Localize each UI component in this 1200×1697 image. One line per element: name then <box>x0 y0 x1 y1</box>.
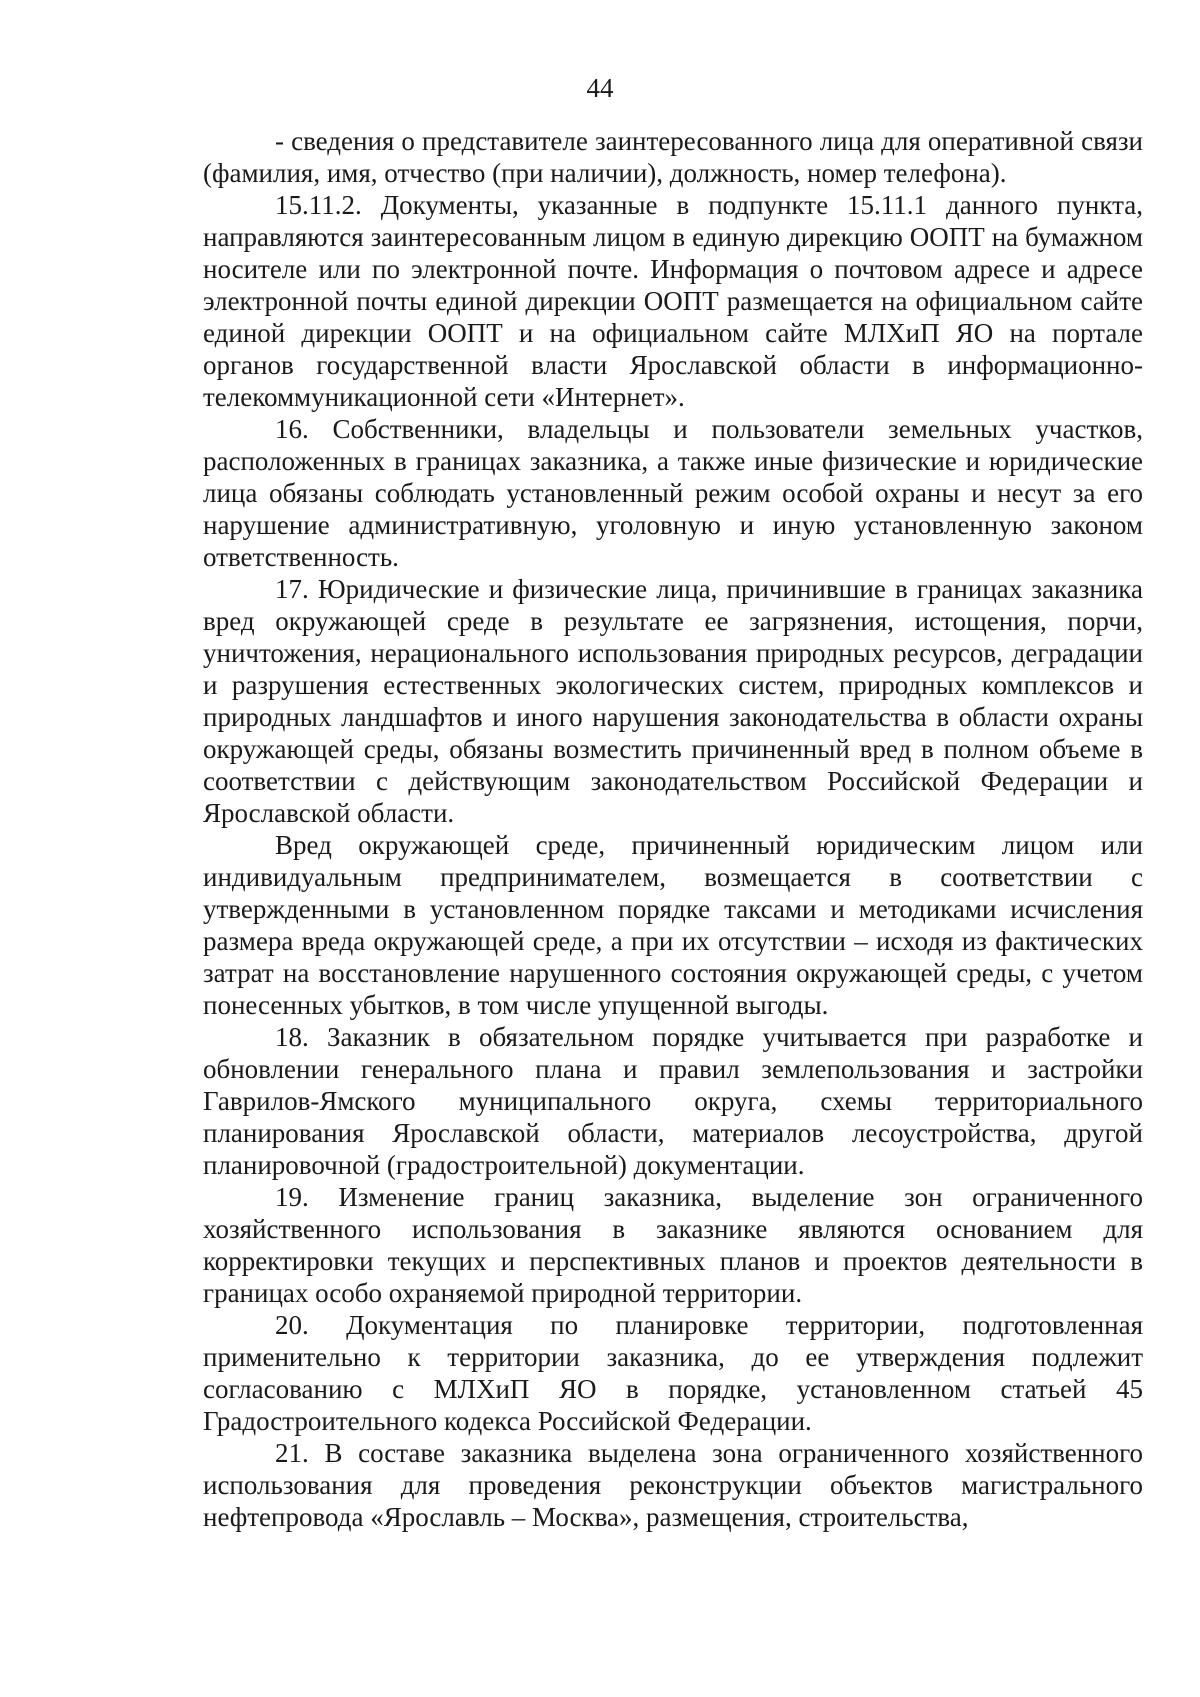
paragraph-contact-info: - сведения о представителе заинтересованного лица для оперативной связи (фамилия, имя, отчество (при наличии), должность, номер телефона). <box>203 126 1143 188</box>
paragraph-15-11-2: 15.11.2. Документы, указанные в подпункте 15.11.1 данного пункта, направляются заинтересованным лицом в единую дирекцию ООПТ на бумажном носителе или по электронной почте. Информация о почтовом адресе и адресе электронной почты единой дирекции ООПТ размещается на официальном сайте единой дирекции ООПТ и на официальном сайте МЛХиП ЯО на портале органов государственной власти Ярославской области в информационно-телекоммуникационной сети «Интернет». <box>203 190 1143 412</box>
paragraph-18: 18. Заказник в обязательном порядке учитывается при разработке и обновлении генерального плана и правил землепользования и застройки Гаврилов-Ямского муниципального округа, схемы территориального планирования Ярославской области, материалов лесоустройства, другой планировочной (градостроительной) документации. <box>203 1022 1143 1180</box>
paragraph-17-harm-compensation: Вред окружающей среде, причиненный юридическим лицом или индивидуальным предпринимателем, возмещается в соответствии с утвержденными в установленном порядке таксами и методиками исчисления размера вреда окружающей среде, а при их отсутствии – исходя из фактических затрат на восстановление нарушенного состояния окружающей среды, с учетом понесенных убытков, в том числе упущенной выгоды. <box>203 830 1143 1020</box>
paragraph-20: 20. Документация по планировке территории, подготовленная применительно к территории заказника, до ее утверждения подлежит согласованию с МЛХиП ЯО в порядке, установленном статьей 45 Градостроительного кодекса Российской Федерации. <box>203 1310 1143 1436</box>
document-body <box>203 125 1143 1533</box>
paragraph-17: 17. Юридические и физические лица, причинившие в границах заказника вред окружающей среде в результате ее загрязнения, истощения, порчи, уничтожения, нерационального использования природных ресурсов, деградации и разрушения естественных экологических систем, природных комплексов и природных ландшафтов и иного нарушения законодательства в области охраны окружающей среды, обязаны возместить причиненный вред в полном объеме в соответствии с действующим законодательством Российской Федерации и Ярославской области. <box>203 574 1143 828</box>
page-number: 44 <box>586 73 614 103</box>
paragraph-16: 16. Собственники, владельцы и пользователи земельных участков, расположенных в границах заказника, а также иные физические и юридические лица обязаны соблюдать установленный режим особой охраны и несут за его нарушение административную, уголовную и иную установленную законом ответственность. <box>203 414 1143 572</box>
paragraph-19: 19. Изменение границ заказника, выделение зон ограниченного хозяйственного использования в заказнике являются основанием для корректировки текущих и перспективных планов и проектов деятельности в границах особо охраняемой природной территории. <box>203 1182 1143 1308</box>
paragraph-21: 21. В составе заказника выделена зона ограниченного хозяйственного использования для проведения реконструкции объектов магистрального нефтепровода «Ярославль – Москва», размещения, строительства, <box>203 1438 1143 1532</box>
